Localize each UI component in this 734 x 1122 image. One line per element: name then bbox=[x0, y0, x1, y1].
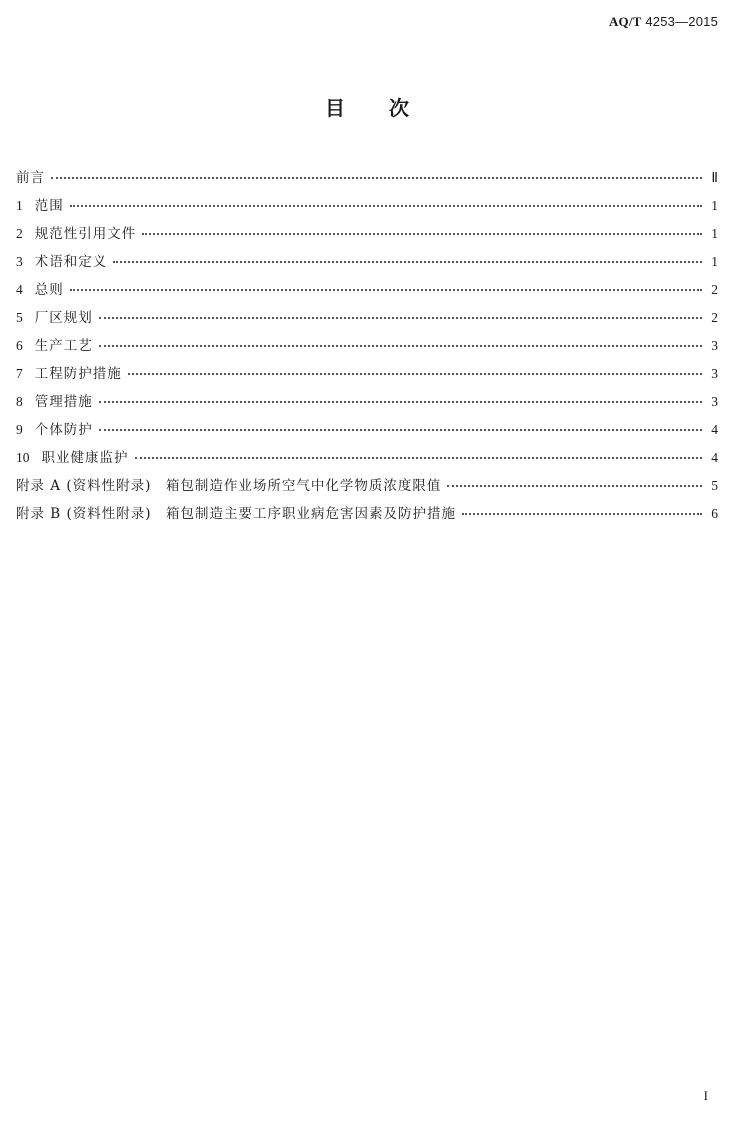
toc-entry-page: 2 bbox=[711, 310, 718, 325]
toc-entry[interactable] bbox=[16, 474, 718, 502]
toc-entry-number: 4 bbox=[16, 282, 23, 297]
toc-dot-leader bbox=[51, 163, 702, 179]
toc-entry-number: 10 bbox=[16, 450, 30, 465]
toc-entry-title: 规范性引用文件 bbox=[34, 226, 137, 242]
toc-entry-title: 前言 bbox=[16, 170, 45, 186]
page-title: 目次 bbox=[325, 96, 453, 120]
toc-entry-page: 5 bbox=[711, 478, 718, 493]
toc-dot-leader bbox=[447, 471, 702, 487]
standard-code bbox=[609, 14, 718, 30]
toc-dot-leader bbox=[99, 331, 702, 347]
toc-entry-page: 4 bbox=[711, 450, 718, 465]
toc-entry[interactable] bbox=[16, 166, 718, 194]
toc-dot-leader bbox=[128, 359, 702, 375]
toc-dot-leader bbox=[113, 247, 702, 263]
toc-entry-page: 3 bbox=[711, 338, 718, 353]
toc-dot-leader bbox=[99, 415, 702, 431]
toc-entry-title: 管理措施 bbox=[34, 394, 93, 410]
toc-entry-page: 1 bbox=[711, 254, 718, 269]
toc-entry-page: 3 bbox=[711, 394, 718, 409]
toc-entry[interactable] bbox=[16, 278, 718, 306]
toc-entry-number: 9 bbox=[16, 422, 23, 437]
toc-entry-number: 7 bbox=[16, 366, 23, 381]
toc-entry[interactable] bbox=[16, 502, 718, 530]
toc-entry-number: 6 bbox=[16, 338, 23, 353]
standard-number: 4253—2015 bbox=[645, 14, 718, 29]
toc-entry-title: 术语和定义 bbox=[34, 254, 108, 270]
toc-entry-title: 附录 B (资料性附录) 箱包制造主要工序职业病危害因素及防护措施 bbox=[16, 506, 457, 522]
toc-entry[interactable] bbox=[16, 334, 718, 362]
toc-entry-page: 4 bbox=[711, 422, 718, 437]
toc-entry-title: 范围 bbox=[34, 198, 64, 214]
toc-entry-title: 生产工艺 bbox=[34, 338, 93, 354]
toc-dot-leader bbox=[70, 191, 702, 207]
toc-dot-leader bbox=[70, 275, 702, 291]
toc-entry-title: 厂区规划 bbox=[34, 310, 93, 326]
toc-dot-leader bbox=[462, 499, 702, 515]
toc-dot-leader bbox=[99, 387, 702, 403]
toc-entry-title: 附录 A (资料性附录) 箱包制造作业场所空气中化学物质浓度限值 bbox=[16, 478, 442, 494]
toc-dot-leader bbox=[135, 443, 703, 459]
toc-entry-number: 3 bbox=[16, 254, 23, 269]
page-number: I bbox=[703, 1088, 708, 1103]
table-of-contents bbox=[16, 166, 718, 530]
toc-entry-page: 1 bbox=[711, 198, 718, 213]
toc-entry-page: 3 bbox=[711, 366, 718, 381]
toc-entry[interactable] bbox=[16, 250, 718, 278]
toc-entry-title: 总则 bbox=[34, 282, 64, 298]
toc-dot-leader bbox=[142, 219, 702, 235]
toc-entry-title: 职业健康监护 bbox=[41, 450, 129, 466]
toc-entry[interactable] bbox=[16, 446, 718, 474]
toc-dot-leader bbox=[99, 303, 702, 319]
standard-prefix: AQ/T bbox=[608, 14, 642, 29]
toc-entry-number: 1 bbox=[16, 198, 23, 213]
toc-entry-page: 2 bbox=[711, 282, 718, 297]
toc-entry-page: Ⅱ bbox=[711, 170, 718, 185]
toc-entry-page: 1 bbox=[711, 226, 718, 241]
toc-entry-number: 5 bbox=[16, 310, 23, 325]
toc-entry[interactable] bbox=[16, 306, 718, 334]
toc-entry-number: 2 bbox=[16, 226, 23, 241]
toc-entry[interactable] bbox=[16, 362, 718, 390]
toc-entry-number: 8 bbox=[16, 394, 23, 409]
toc-entry-page: 6 bbox=[711, 506, 718, 521]
toc-entry-title: 个体防护 bbox=[34, 422, 93, 438]
toc-entry-title: 工程防护措施 bbox=[34, 366, 122, 382]
toc-entry[interactable] bbox=[16, 418, 718, 446]
toc-entry[interactable] bbox=[16, 390, 718, 418]
toc-entry[interactable] bbox=[16, 194, 718, 222]
toc-entry[interactable] bbox=[16, 222, 718, 250]
